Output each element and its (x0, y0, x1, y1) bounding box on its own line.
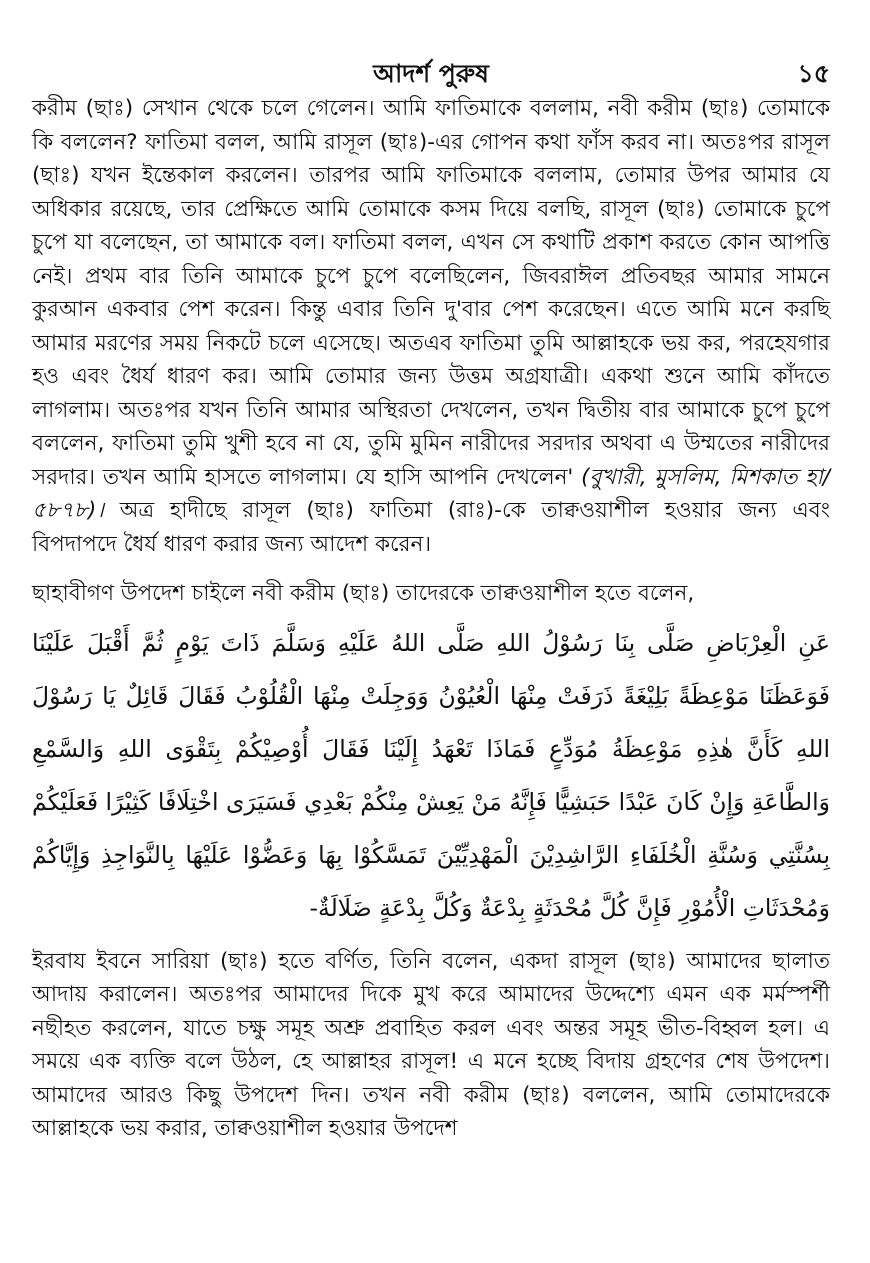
running-title: আদর্শ পুরুষ (373, 59, 489, 88)
paragraph-translation: ইরবায ইবনে সারিয়া (ছাঃ) হতে বর্ণিত, তিনি বলেন, একদা রাসূল (ছাঃ) আমাদের ছালাত আদায় করালেন। অতঃপর আমাদের দিকে মুখ করে আমাদের উদ্দেশ্যে এমন এক মর্মস্পর্শী নছীহত করলেন, যাতে চক্ষু সমূহ অশ্রু প্রবাহিত করল এবং অন্তর সমূহ ভীত-বিহ্বল হল। এ সময়ে এক ব্যক্তি বলে উঠল, হে আল্লাহর রাসূল! এ মনে হচ্ছে বিদায় গ্রহণের শেষ উপদেশ। আমাদের আরও কিছু উপদেশ দিন। তখন নবী করীম (ছাঃ) বললেন, আমি তোমাদেরকে আল্লাহকে ভয় করার, তাক্বওয়াশীল হওয়ার উপদেশ (32, 948, 830, 1141)
paragraph-intro: ছাহাবীগণ উপদেশ চাইলে নবী করীম (ছাঃ) তাদেরকে তাক্বওয়াশীল হতে বলেন, (32, 581, 695, 606)
paragraph-hadith-fatima (32, 92, 830, 561)
paragraph-gap (32, 561, 830, 577)
paragraph-text: করীম (ছাঃ) সেখান থেকে চলে গেলেন। আমি ফাতিমাকে বললাম, নবী করীম (ছাঃ) তোমাকে কি বললেন? ফাতিমা বলল, আমি রাসূল (ছাঃ)-এর গোপন কথা ফাঁস করব না। অতঃপর রাসূল (ছাঃ) যখন ইন্তেকাল করলেন। তারপর আমি ফাতিমাকে বললাম, তোমার উপর আমার যে অধিকার রয়েছে, তার প্রেক্ষিতে আমি তোমাকে কসম দিয়ে বলছি, রাসূল (ছাঃ) তোমাকে চুপে চুপে যা বলেছেন, তা আমাকে বল। ফাতিমা বলল, এখন সে কথাটি প্রকাশ করতে কোন আপত্তি নেই। প্রথম বার তিনি আমাকে চুপে চুপে বলেছিলেন, জিবরাঈল প্রতিবছর আমার সামনে কুরআন একবার পেশ করেন। কিন্তু এবার তিনি দু'বার পেশ করেছেন। এতে আমি মনে করছি আমার মরণের সময় নিকটে চলে এসেছে। অতএব ফাতিমা তুমি আল্লাহকে ভয় কর, পরহেযগার হও এবং ধৈর্য ধারণ কর। আমি তোমার জন্য উত্তম অগ্রযাত্রী। একথা শুনে আমি কাঁদতে লাগলাম। অতঃপর যখন তিনি আমার অস্থিরতা দেখলেন, তখন দ্বিতীয় বার আমাকে চুপে চুপে বললেন, ফাতিমা তুমি খুশী হবে না যে, তুমি মুমিন নারীদের সরদার অথবা এ উম্মতের নারীদের সরদার। তখন আমি হাসতে লাগলাম। যে হাসি আপনি দেখলেন' (32, 96, 830, 490)
paragraph-text-continued: অত্র হাদীছে রাসূল (ছাঃ) ফাতিমা (রাঃ)-কে তাক্বওয়াশীল হওয়ার জন্য এবং বিপদাপদে ধৈর্য ধারণ করার জন্য আদেশ করেন। (32, 498, 830, 557)
arabic-hadith-text: عَنِ الْعِرْبَاضِ صَلَّى بِنَا رَسُوْلُ اللهِ صَلَّى اللهُ عَلَيْهِ وَسَلَّمَ ذَاتَ يَوْمٍ ثُمَّ أَقْبَلَ عَلَيْنَا فَوَعَظَنَا مَوْعِظَةً بَلِيْغَةً ذَرَفَتْ مِنْهَا الْعُيُوْنُ وَوَجِلَتْ مِنْهَا الْقُلُوْبُ فَقَالَ قَائِلٌ يَا رَسُوْلَ اللهِ كَأَنَّ هٰذِهِ مَوْعِظَةُ مُوَدِّعٍ فَمَاذَا تَعْهَدُ إِلَيْنَا فَقَالَ أُوْصِيْكُمْ بِتَقْوَى اللهِ وَالسَّمْعِ وَالطَّاعَةِ وَإِنْ كَانَ عَبْدًا حَبَشِيًّا فَإِنَّهُ مَنْ يَعِشْ مِنْكُمْ بَعْدِي فَسَيَرَى اخْتِلَافًا كَثِيْرًا فَعَلَيْكُمْ بِسُنَّتِي وَسُنَّةِ الْخُلَفَاءِ الرَّاشِدِيْنَ الْمَهْدِيِّيْنَ تَمَسَّكُوْا بِهَا وَعَضُّوْا عَلَيْهَا بِالنَّوَاجِذِ وَإِيَّاكُمْ وَمُحْدَثَاتِ الْأُمُوْرِ فَإِنَّ كُلَّ مُحْدَثَةٍ بِدْعَةٌ وَكُلَّ بِدْعَةٍ ضَلَالَةٌ- (32, 628, 830, 922)
page-number: ১৫ (797, 59, 830, 88)
page-header (32, 0, 830, 92)
citation: (বুখারী, মুসলিম, মিশকাত হা/৫৮৭৮)। (32, 464, 830, 523)
